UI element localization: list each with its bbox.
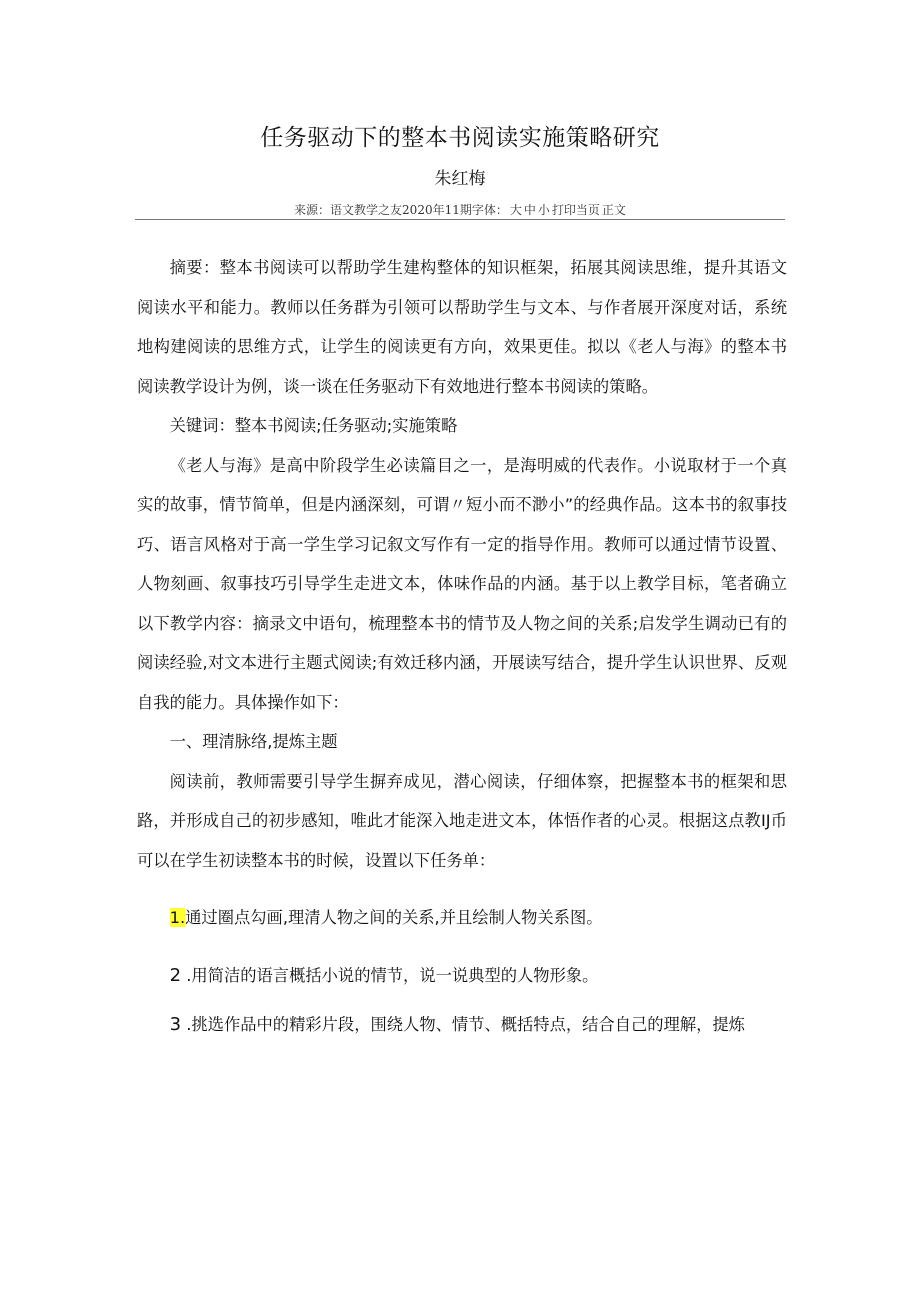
article-author: 朱红梅	[434, 169, 486, 189]
abstract-paragraph: 摘要：整本书阅读可以帮助学生建构整体的知识框架，拓展其阅读思维，提升其语文阅读水平和能力。教师以任务群为引领可以帮助学生与文本、与作者展开深度对话，系统地构建阅读的思维方式，让学生的阅读更有方向，效果更佳。拟以《老人与海》的整本书阅读教学设计为例，谈一谈在任务驱动下有效地进行整本书阅读的策略。	[137, 258, 787, 396]
keywords-paragraph: 关键词：整本书阅读;任务驱动;实施策略	[169, 416, 458, 435]
font-size-medium[interactable]: 中	[523, 203, 536, 217]
print-page-link[interactable]: 打印当页	[551, 203, 600, 217]
body-text-link[interactable]: 正文	[601, 203, 626, 217]
task-item	[137, 956, 787, 996]
task-item	[137, 1005, 787, 1045]
intro-paragraph: 《老人与海》是高中阶段学生必读篇目之一，是海明威的代表作。小说取材于一个真实的故事，情节简单，但是内涵深刻，可谓〃短小而不渺小”的经典作品。这本书的叙事技巧、语言风格对于高一学生学习记叙文写作有一定的指导作用。教师可以通过情节设置、人物刻画、叙事技巧引导学生走进文本，体味作品的内涵。基于以上教学目标，笔者确立以下教学内容：摘录文中语句，梳理整本书的情节及人物之间的关系;启发学生调动已有的阅读经验,对文本进行主题式阅读;有效迁移内涵，开展读写结合，提升学生认识世界、反观自我的能力。具体操作如下：	[137, 455, 787, 712]
task-number: 2	[169, 964, 182, 986]
article-title: 任务驱动下的整本书阅读实施策略研究	[260, 125, 660, 151]
section-paragraph: 阅读前，教师需要引导学生摒弃成见，潜心阅读，仔细体察，把握整本书的框架和思路，并形成自己的初步感知，唯此才能深入地走进文本，体悟作者的心灵。根据这点教IJ币可以在学生初读整本书的时候，设置以下任务单：	[137, 771, 787, 870]
font-size-large[interactable]: 大	[509, 203, 522, 217]
article-body	[137, 248, 787, 1045]
source-bar	[135, 201, 785, 220]
task-text: 通过圈点勾画,理清人物之间的关系,并且绘制人物关系图。	[185, 908, 603, 927]
task-item	[137, 898, 787, 938]
section-heading: 一、理清脉络,提炼主题	[169, 732, 338, 751]
task-number: 3	[169, 1014, 182, 1035]
task-number-highlighted: 1.	[169, 908, 186, 927]
source-text: 来源：语文教学之友2020年11期字体：	[294, 203, 508, 217]
task-text: .挑选作品中的精彩片段，围绕人物、情节、概括特点，结合自己的理解，提炼	[181, 1015, 745, 1034]
task-text: .用简洁的语言概括小说的情节，说一说典型的人物形象。	[181, 965, 599, 985]
font-size-small[interactable]: 小	[537, 203, 550, 217]
